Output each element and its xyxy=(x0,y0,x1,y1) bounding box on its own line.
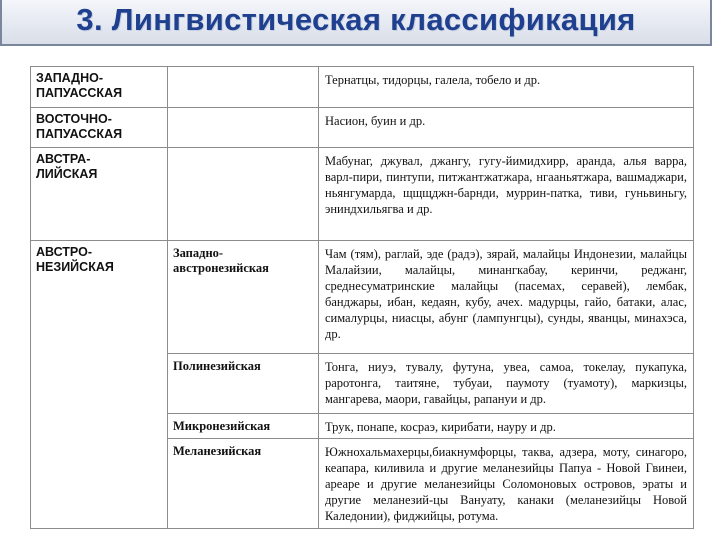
subgroup-cell: Микронезийская xyxy=(168,414,319,439)
table-row xyxy=(31,148,694,241)
classification-table xyxy=(30,66,694,529)
languages-cell: Южнохальмахерцы,биакнумфорцы, таква, адзера, моту, синагоро, кеапара, киливила и другие меланезийцы Папуа - Новой Гвинеи, ареаре и другие меланезийцы Соломоновых островов, эраты и другие меланезий-цы Вануату, канаки (меланезийцы Новой Каледонии), фиджийцы, ротума. xyxy=(319,439,694,529)
languages-cell: Трук, понапе, косраэ, кирибати, науру и др. xyxy=(319,414,694,439)
subgroup-cell xyxy=(168,108,319,148)
languages-cell: Мабунаг, джувал, джангу, гугу-йимидхирр, аранда, алья варра, варл-пири, пинтупи, питжантжатжара, нгааньятжара, вашмаджари, ньянгумарда, щщщджн-барнди, муррин-патка, тиви, гуньвиньгу, эниндхильягва и др. xyxy=(319,148,694,241)
table-row xyxy=(31,108,694,148)
languages-cell: Насион, буин и др. xyxy=(319,108,694,148)
slide-title: 3. Лингвистическая классификация xyxy=(76,2,636,37)
family-cell: АВСТРА- ЛИЙСКАЯ xyxy=(31,148,168,241)
subgroup-cell: Полинезийская xyxy=(168,354,319,414)
languages-cell: Тонга, ниуэ, тувалу, футуна, увеа, самоа, токелау, пукапука, раротонга, таитяне, тубуаи, паумоту (туамоту), маркизцы, мангарева, маори, гавайцы, рапануи и др. xyxy=(319,354,694,414)
subgroup-cell xyxy=(168,148,319,241)
family-cell: ЗАПАДНО- ПАПУАССКАЯ xyxy=(31,67,168,108)
subgroup-cell: Меланезийская xyxy=(168,439,319,529)
languages-cell: Чам (тям), раглай, эде (радэ), зярай, малайцы Индонезии, малайцы Малайзии, малайцы, минангкабау, керинчи, реджанг, среднесуматринские малайцы (пасемах, серавей), лембак, банджары, ибан, кедаян, кубу, ачех. мадурцы, гайо, батаки, алас, сималурцы, ниасцы, абунг (лампунгцы), сунды, яванцы, минахэса, др. xyxy=(319,241,694,354)
subgroup-cell: Западно- австронезийская xyxy=(168,241,319,354)
subgroup-cell xyxy=(168,67,319,108)
table-row xyxy=(31,67,694,108)
table-row xyxy=(31,241,694,354)
languages-cell: Тернатцы, тидорцы, галела, тобело и др. xyxy=(319,67,694,108)
family-cell: АВСТРО- НЕЗИЙСКАЯ xyxy=(31,241,168,529)
family-cell: ВОСТОЧНО- ПАПУАССКАЯ xyxy=(31,108,168,148)
